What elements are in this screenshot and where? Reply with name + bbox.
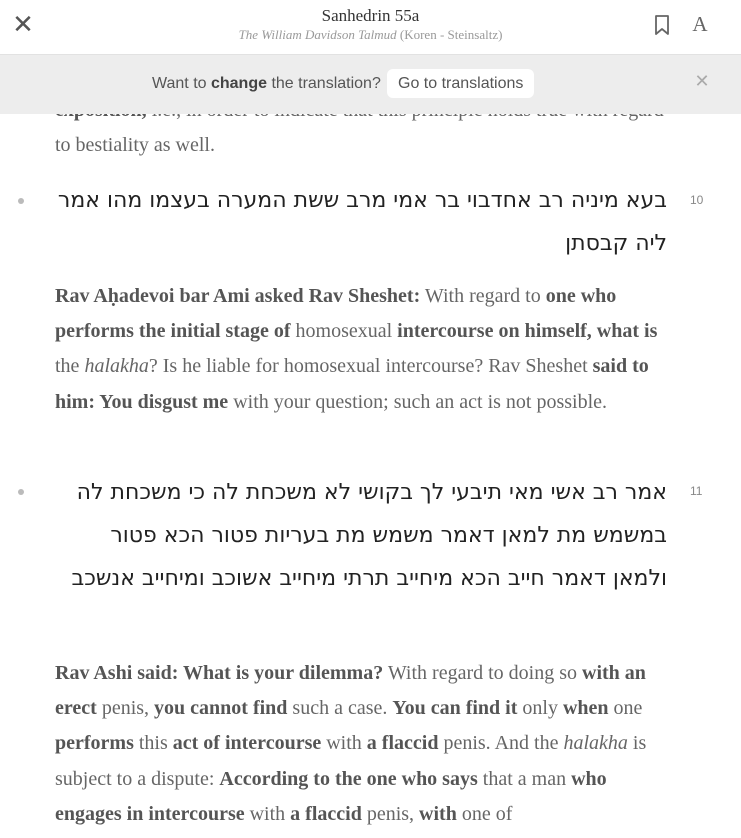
bookmark-icon[interactable] <box>653 14 671 36</box>
segment-number: 11 <box>690 484 703 498</box>
text-run: the <box>55 355 85 378</box>
banner-message <box>152 75 381 93</box>
bold-run: Rav Aḥadevoi bar Ami asked Rav Sheshet: <box>55 285 421 307</box>
hebrew-text: בעא מיניה רב אחדבוי בר אמי מרב ששת המערה בעצמו מהו אמר ליה קבסתן <box>57 188 667 256</box>
text-run: one of <box>456 802 513 825</box>
bold-run: you cannot find <box>154 697 288 720</box>
english-text <box>55 656 667 832</box>
go-to-translations-button[interactable]: Go to translations <box>387 69 534 98</box>
banner-close-icon[interactable]: ✕ <box>694 71 710 92</box>
bold-run: with <box>419 802 457 825</box>
hebrew-text: אמר רב אשי מאי תיבעי לך בקושי לא משכחת לה כי משכחת לה במשמש מת למאן דאמר משמש מת בעריות פטור הכא פטור ולמאן דאמר חייב הכא מיחייב תרתי מיחייב אשוכב ומיחייב אנשכב <box>71 480 667 591</box>
title-block <box>0 6 741 44</box>
text-run: homosexual <box>290 320 398 343</box>
segment-number: 10 <box>690 193 704 207</box>
page-title: Sanhedrin 55a <box>321 6 420 25</box>
translation-banner <box>0 55 741 114</box>
bold-run: performs <box>55 732 134 755</box>
bold-run: act of intercourse <box>172 732 322 755</box>
close-icon[interactable]: ✕ <box>12 10 34 40</box>
text-run: with your question; such an act is not possible. <box>228 390 608 413</box>
font-settings-icon[interactable]: A <box>692 12 708 36</box>
italic-run: halakha <box>563 732 628 755</box>
segment-marker[interactable] <box>18 489 24 495</box>
bold-run: said to him: You disgust me <box>55 355 649 413</box>
banner-text-bold: change <box>210 75 267 92</box>
italic-run: halakha <box>84 355 149 378</box>
text-run: With regard to doing so <box>383 662 583 684</box>
text-run: one <box>608 697 643 720</box>
bold-run: a flaccid <box>366 732 439 755</box>
text-run: with <box>244 802 291 825</box>
top-bar <box>0 0 741 55</box>
text-run: with <box>321 732 367 755</box>
text-run: ? Is he liable for homosexual intercourse? Rav Sheshet <box>148 355 593 378</box>
bold-run: You can find it <box>392 697 518 720</box>
bold-run: According to the one who says <box>219 767 478 790</box>
translation-edition: (Koren - Steinsaltz) <box>399 27 503 42</box>
bold-run: who engages in intercourse <box>55 767 607 825</box>
english-text <box>55 279 667 420</box>
banner-text-after: the translation? <box>267 75 381 92</box>
text-run: to bestiality as well. <box>55 134 215 157</box>
banner-text-before: Want to <box>152 75 211 92</box>
bold-run: a flaccid <box>290 802 362 825</box>
page-subtitle <box>0 26 741 44</box>
text-run: only <box>517 697 563 720</box>
segment-marker[interactable] <box>18 198 24 204</box>
text-run: penis. And the <box>438 732 564 755</box>
bold-run: one who performs the initial stage of <box>55 285 617 343</box>
bold-run: Rav Ashi said: What is your dilemma? <box>55 662 384 684</box>
text-run: penis, <box>96 697 155 720</box>
translation-title: The William Davidson Talmud <box>238 27 397 42</box>
bold-run: when <box>562 697 609 720</box>
text-run: this <box>133 732 173 755</box>
text-run: such a case. <box>287 697 393 720</box>
text-run: is subject to a dispute: <box>55 732 647 790</box>
text-run: that a man <box>477 767 572 790</box>
text-run: penis, <box>361 802 420 825</box>
bold-run: with an erect <box>55 662 646 720</box>
bold-run: intercourse on himself, what is <box>397 320 658 343</box>
text-run: With regard to <box>420 285 546 307</box>
